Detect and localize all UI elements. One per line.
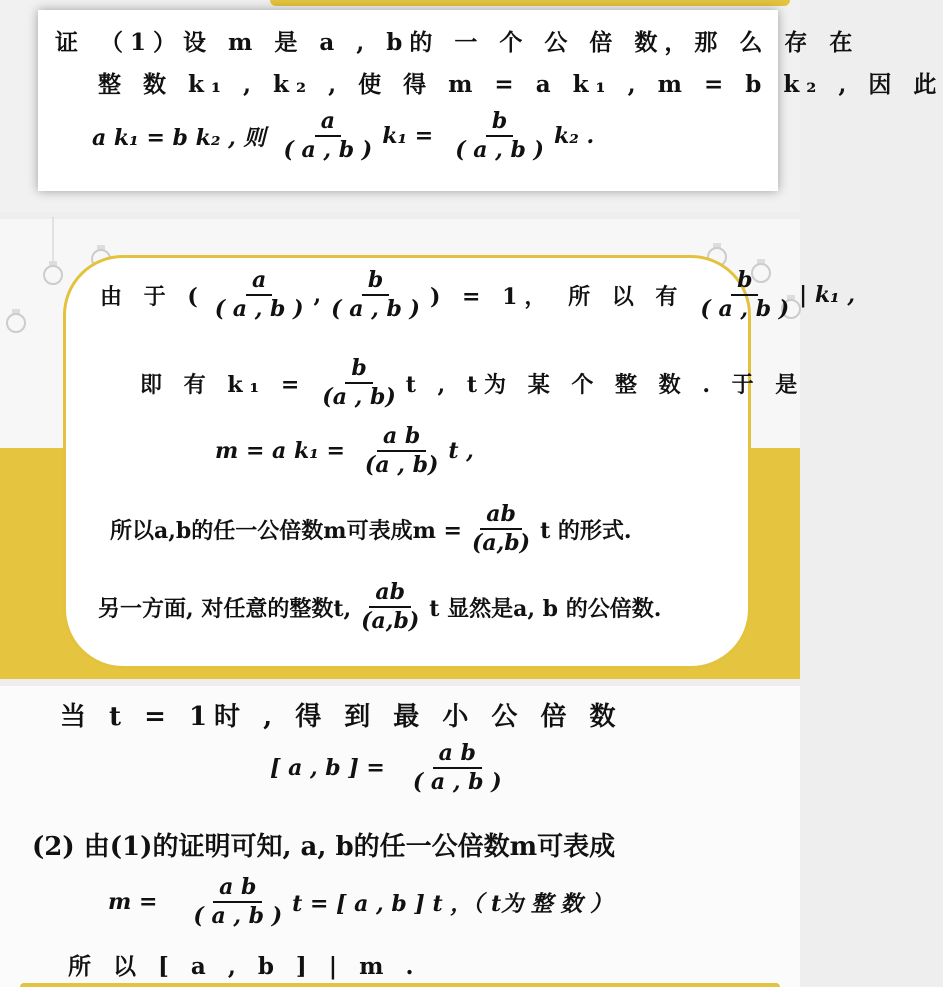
- fraction-num: a b: [377, 425, 426, 452]
- s2-line4: [110, 503, 632, 555]
- s1-line3: [92, 110, 594, 162]
- fraction-a-over-gcd: [209, 269, 310, 321]
- slide-proof-part1: [0, 0, 943, 212]
- s2-line1: [100, 269, 855, 321]
- fraction-b-over-gcd: [694, 269, 795, 321]
- s2-line5-b: t 显然是a, b 的公倍数.: [429, 595, 662, 622]
- fraction-ab-over-gcd: [359, 425, 444, 477]
- fraction-den: ( a , b ): [283, 137, 373, 164]
- fraction-den: ( a , b ): [331, 296, 420, 323]
- fraction-den: (a,b): [361, 608, 420, 635]
- fraction-num: b: [362, 269, 389, 296]
- fraction-b-over-gcd: [325, 269, 426, 321]
- s1-line1: 证 （1）设 m 是 a , b的 一 个 公 倍 数，那 么 存 在: [55, 29, 860, 56]
- fraction-den: ( a , b ): [700, 296, 790, 323]
- gold-accent-bottom: [20, 983, 780, 987]
- s3-line3: (2) 由(1)的证明可知, a, b的任一公倍数m可表成: [32, 832, 616, 862]
- fraction-den: ( a , b ): [455, 137, 544, 164]
- fraction-num: a b: [433, 742, 482, 769]
- fraction-den: ( a , b ): [412, 769, 502, 796]
- s2-line1-b: ) = 1， 所 以 有: [429, 283, 685, 310]
- fraction-num: b: [731, 269, 758, 296]
- fraction-den: ( a , b ): [214, 296, 304, 323]
- s2-line2-a: 即 有 k₁ =: [140, 371, 307, 398]
- fraction-b-over-gcd: [316, 357, 401, 409]
- s3-line4: [108, 876, 612, 928]
- fraction-b-over-gcd: [449, 110, 550, 162]
- fraction-a-over-gcd: [277, 110, 378, 162]
- s1-line2: 整 数 k₁ , k₂ , 使 得 m = a k₁ , m = b k₂ , 因 此: [98, 71, 943, 98]
- slide-proof-part2: [0, 219, 856, 679]
- s2-line5: [98, 581, 661, 633]
- slide-proof-part3: [0, 686, 800, 987]
- fraction-num: a: [315, 110, 341, 137]
- fraction-ab-over-gcd: [407, 742, 508, 794]
- fraction-num: ab: [369, 581, 411, 608]
- fraction-den: (a , b): [364, 452, 439, 479]
- s3-line2: [270, 742, 512, 794]
- fraction-num: a b: [213, 876, 262, 903]
- s3-line4-a: m =: [108, 889, 158, 916]
- s2-line1-a: 由 于 (: [100, 283, 205, 310]
- s2-line2: [140, 357, 804, 409]
- s3-line5: 所 以 [ a , b ] | m .: [68, 953, 421, 980]
- fraction-num: b: [486, 110, 513, 137]
- fraction-ab-over-gcd: [466, 503, 536, 555]
- s3-line1: 当 t = 1时 , 得 到 最 小 公 倍 数: [60, 702, 623, 732]
- s2-line3-b: t ,: [448, 438, 474, 465]
- s2-line3: [215, 425, 474, 477]
- s1-line3-a: a k₁ = b k₂ , 则: [92, 124, 266, 151]
- fraction-num: a: [246, 269, 272, 296]
- fraction-den: (a , b): [322, 384, 396, 411]
- fraction-ab-over-gcd: [187, 876, 288, 928]
- fraction-den: (a,b): [471, 530, 531, 557]
- s2-line1-c: | k₁ ,: [799, 282, 856, 309]
- gold-accent-top: [270, 0, 790, 6]
- s2-line4-b: t 的形式.: [540, 517, 632, 544]
- s2-comma: ,: [313, 282, 322, 309]
- s2-line4-a: 所以a,b的任一公倍数m可表成m =: [110, 517, 462, 544]
- s1-line3-b: k₁ =: [382, 123, 434, 150]
- fraction-num: b: [345, 357, 372, 384]
- s2-line2-b: t , t为 某 个 整 数 . 于 是: [405, 371, 805, 398]
- s3-line2-a: [ a , b ] =: [270, 755, 385, 782]
- s2-line5-a: 另一方面, 对任意的整数t,: [98, 595, 352, 622]
- fraction-num: ab: [480, 503, 522, 530]
- s2-line3-a: m = a k₁ =: [215, 438, 345, 465]
- lightbulb-icon: [42, 257, 64, 287]
- s3-line4-b: t = [ a , b ] t ，（ t为 整 数 ）: [292, 890, 613, 917]
- s1-line3-c: k₂ .: [553, 123, 595, 150]
- fraction-den: ( a , b ): [193, 903, 283, 930]
- fraction-ab-over-gcd: [355, 581, 425, 633]
- lightbulb-icon: [5, 305, 27, 335]
